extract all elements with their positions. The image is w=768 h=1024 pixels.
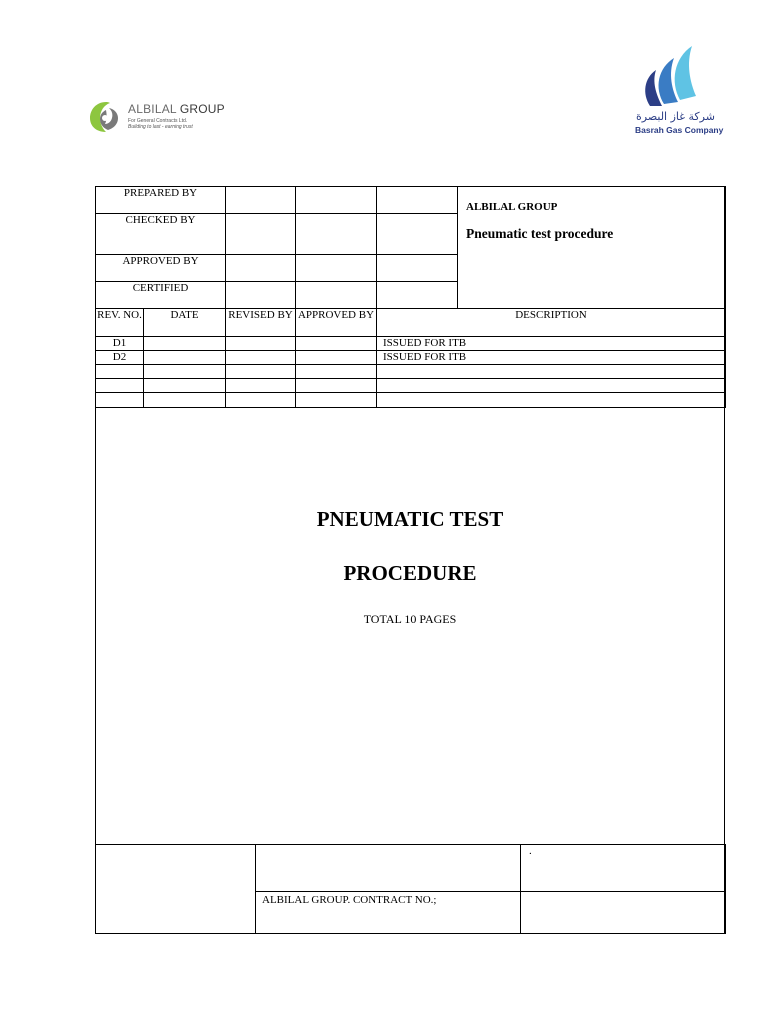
date-header: DATE (144, 309, 226, 337)
document-title: Pneumatic test procedure (466, 226, 614, 241)
approved-by-header: APPROVED BY (296, 309, 377, 337)
rev-cell: D2 (96, 351, 144, 365)
certified-label: CERTIFIED (96, 282, 226, 309)
prepared-by-label: PREPARED BY (96, 187, 226, 214)
footer-table (95, 844, 726, 934)
rev-no-header: REV. NO. (96, 309, 144, 337)
revised-cell (226, 337, 296, 351)
checked-by-cell (226, 214, 296, 255)
prepared-by-cell (226, 187, 296, 214)
albilal-logo (88, 100, 228, 140)
main-title-line1: PNEUMATIC TEST (316, 507, 504, 531)
date-cell (144, 351, 226, 365)
revision-table (95, 308, 726, 408)
table-row (96, 379, 726, 393)
footer-right-top-cell: . (521, 845, 726, 892)
footer-left-cell (96, 845, 256, 934)
title-block (458, 187, 726, 309)
checked-by-label: CHECKED BY (96, 214, 226, 255)
main-title-line2: PROCEDURE (343, 561, 477, 585)
total-pages: TOTAL 10 PAGES (363, 612, 457, 626)
albilal-emblem-icon (88, 100, 124, 134)
footer-right-bottom-cell (521, 892, 726, 934)
basrah-gas-arabic-name: شركة غاز البصرة (636, 110, 715, 123)
table-row (96, 351, 726, 365)
table-row (96, 393, 726, 408)
albilal-logo-slogan: Building to last - earning trust (128, 124, 193, 130)
albilal-logo-text: ALBILAL GROUP (128, 102, 225, 116)
approved-by-cell (226, 255, 296, 282)
approved-by-label: APPROVED BY (96, 255, 226, 282)
revised-cell (226, 351, 296, 365)
certified-cell (226, 282, 296, 309)
albilal-logo-tagline: For General Contracts Ltd. (128, 118, 188, 124)
footer-mid-top-cell (256, 845, 521, 892)
approved-cell (296, 337, 377, 351)
basrah-gas-english-name: Basrah Gas Company (635, 125, 724, 135)
description-cell: ISSUED FOR ITB (377, 351, 726, 365)
description-header: DESCRIPTION (377, 309, 726, 337)
approval-table (95, 186, 726, 309)
table-row (96, 365, 726, 379)
description-cell: ISSUED FOR ITB (377, 337, 726, 351)
rev-cell: D1 (96, 337, 144, 351)
approved-cell (296, 351, 377, 365)
date-cell (144, 337, 226, 351)
basrah-gas-logo (628, 44, 728, 139)
company-name: ALBILAL GROUP (466, 201, 558, 213)
basrah-gas-flame-icon (636, 44, 706, 108)
revised-by-header: REVISED BY (226, 309, 296, 337)
table-row (96, 337, 726, 351)
contract-number: ALBILAL GROUP. CONTRACT NO.; (256, 892, 521, 934)
